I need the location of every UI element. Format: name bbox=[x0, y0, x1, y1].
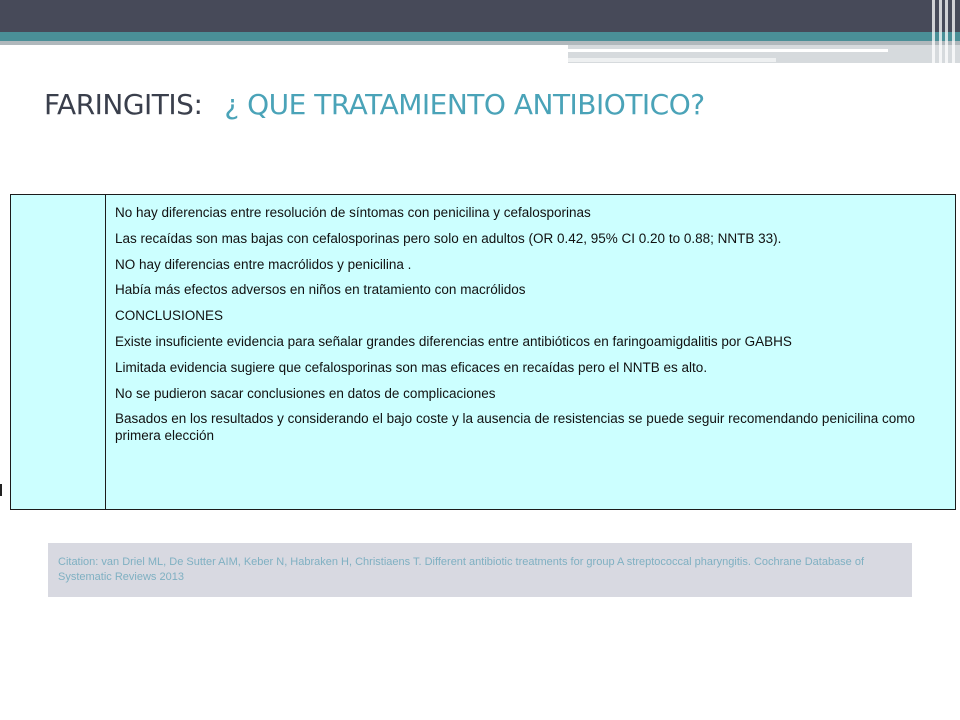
table-left-cell bbox=[11, 195, 106, 509]
header-dark-band bbox=[0, 0, 960, 32]
finding-line: NO hay diferencias entre macrólidos y penicilina . bbox=[115, 256, 412, 272]
table-content-cell bbox=[115, 204, 943, 453]
summary-table bbox=[10, 194, 956, 510]
finding-line: Había más efectos adversos en niños en tratamiento con macrólidos bbox=[115, 282, 526, 298]
citation-box bbox=[48, 543, 912, 597]
finding-line: No hay diferencias entre resolución de síntomas con penicilina y cefalosporinas bbox=[115, 205, 591, 220]
citation-text: Citation: van Driel ML, De Sutter AIM, Keber N, Habraken H, Christiaens T. Different antibiotic treatments for group A streptococcal pharyngitis. Cochrane Database of Systematic Reviews 2013 bbox=[58, 556, 865, 583]
edge-mark bbox=[0, 484, 2, 496]
corner-decoration bbox=[928, 0, 960, 80]
header-accent-stripe-line-2 bbox=[568, 58, 776, 62]
conclusion-line: Basados en los resultados y considerando el bajo coste y la ausencia de resistencias se puede seguir recomendando penicilina como primera elección bbox=[115, 411, 915, 444]
title-question: ¿ QUE TRATAMIENTO ANTIBIOTICO? bbox=[224, 88, 705, 121]
conclusions-heading: CONCLUSIONES bbox=[115, 308, 224, 324]
title-main: FARINGITIS: bbox=[44, 88, 203, 121]
slide-title bbox=[44, 88, 705, 121]
header-accent-stripe-line bbox=[568, 49, 888, 52]
conclusion-line: Limitada evidencia sugiere que cefalosporinas son mas eficaces en recaídas pero el NNTB es alto. bbox=[115, 359, 708, 375]
header-teal-band bbox=[0, 32, 960, 41]
conclusion-line: No se pudieron sacar conclusiones en datos de complicaciones bbox=[115, 385, 496, 401]
finding-line: Las recaídas son mas bajas con cefalosporinas pero solo en adultos (OR 0.42, 95% CI 0.20 to 0.88; NNTB 33). bbox=[115, 230, 782, 246]
conclusion-line: Existe insuficiente evidencia para señalar grandes diferencias entre antibióticos en faringoamigdalitis por GABHS bbox=[115, 333, 792, 349]
